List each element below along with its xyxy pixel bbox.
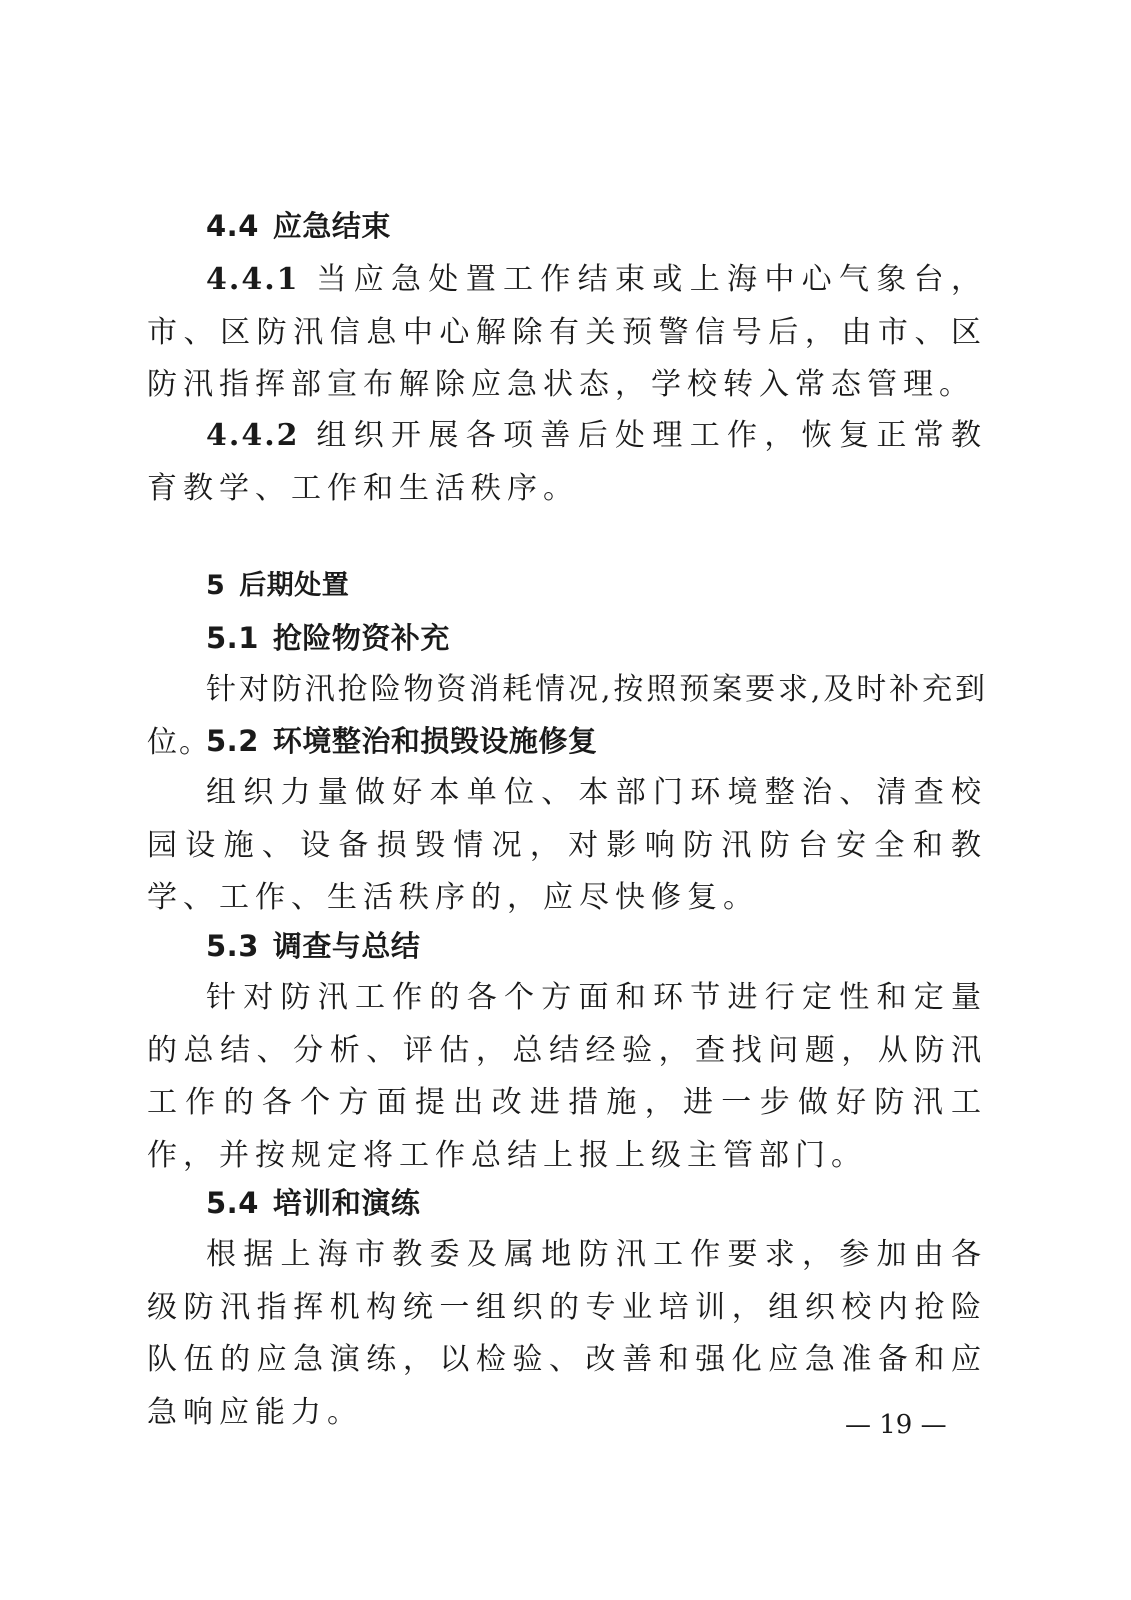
- heading-title: 培训和演练: [272, 1186, 421, 1220]
- heading-number: 5.3: [206, 929, 259, 963]
- heading-5-2: [147, 715, 1046, 767]
- paragraph-text: 根据上海市教委及属地防汛工作要求，参加由各级防汛指挥机构统一组织的专业培训，组织校内抢险队伍的应急演练，以检验、改善和强化应急准备和应急响应能力。: [147, 1237, 987, 1430]
- page-number: — 19 —: [845, 1410, 947, 1440]
- heading-number: 4.4: [206, 209, 259, 243]
- heading-title: 应急结束: [272, 209, 391, 243]
- paragraph-lead-number: 4.4.2: [206, 418, 300, 453]
- paragraph-text: 针对防汛抢险物资消耗情况,按照预案要求,及时补充到位。: [147, 672, 987, 760]
- heading-4-4: [147, 200, 1046, 252]
- heading-5-1: [147, 612, 1046, 664]
- heading-5: [147, 560, 1046, 612]
- heading-number: 5: [206, 570, 226, 601]
- paragraph-text: 当应急处置工作结束或上海中心气象台，市、区防汛信息中心解除有关预警信号后，由市、区防汛指挥部宣布解除应急状态，学校转入常态管理。: [147, 262, 987, 402]
- heading-5-4: [147, 1177, 1046, 1229]
- heading-number: 5.1: [206, 621, 259, 655]
- heading-5-3: [147, 920, 1046, 972]
- heading-title: 后期处置: [239, 570, 350, 601]
- heading-title: 调查与总结: [272, 929, 421, 963]
- paragraph-4-4-2: [147, 410, 987, 515]
- heading-number: 5.2: [206, 724, 259, 758]
- heading-title: 抢险物资补充: [272, 621, 450, 655]
- paragraph-5-3: [147, 972, 987, 1182]
- paragraph-text: 组织开展各项善后处理工作，恢复正常教育教学、工作和生活秩序。: [147, 418, 987, 506]
- paragraph-5-2: [147, 767, 987, 925]
- heading-title: 环境整治和损毁设施修复: [272, 724, 598, 758]
- paragraph-4-4-1: [147, 254, 987, 412]
- paragraph-text: 针对防汛工作的各个方面和环节进行定性和定量的总结、分析、评估，总结经验，查找问题，从防汛工作的各个方面提出改进措施，进一步做好防汛工作，并按规定将工作总结上报上级主管部门。: [147, 980, 987, 1173]
- heading-number: 5.4: [206, 1186, 259, 1220]
- paragraph-lead-number: 4.4.1: [206, 262, 300, 297]
- paragraph-text: 组织力量做好本单位、本部门环境整治、清查校园设施、设备损毁情况，对影响防汛防台安全和教学、工作、生活秩序的，应尽快修复。: [147, 775, 987, 915]
